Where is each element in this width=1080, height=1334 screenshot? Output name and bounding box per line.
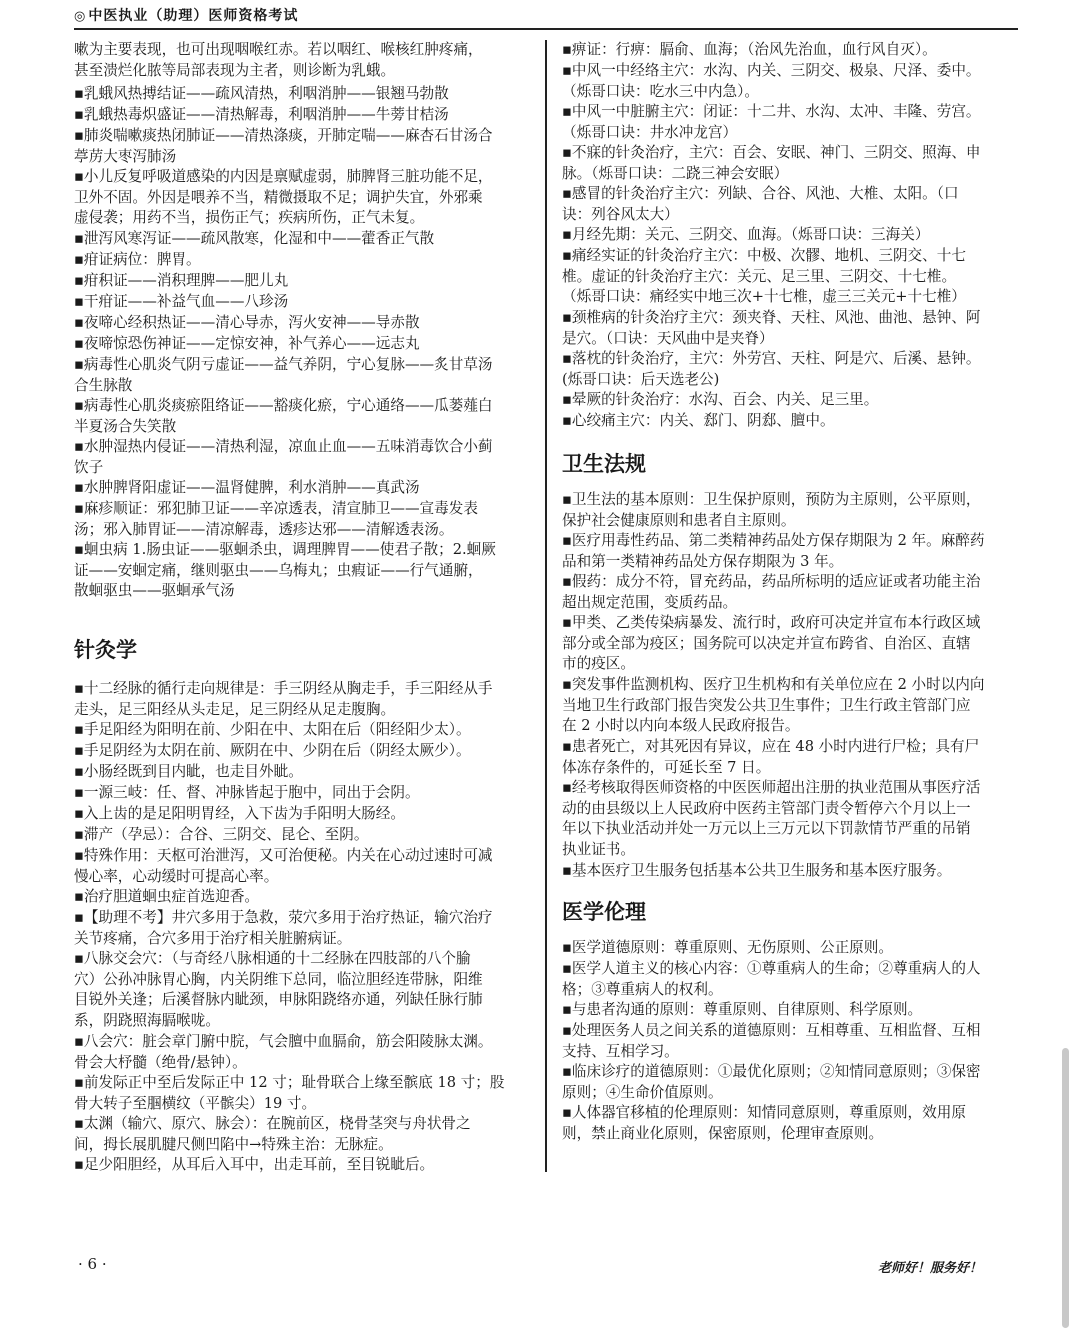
bullet-item (74, 846, 493, 887)
text-line: ▪八脉交会穴：（与奇经八脉相通的十二经脉在四肢部的八个腧 (74, 950, 471, 967)
text-line: ▪临床诊疗的道德原则：①最优化原则；②知情同意原则；③保密 (562, 1063, 981, 1080)
bullet-item (74, 762, 303, 783)
text-line: 脉。（烁哥口诀：二跷三神会安眠） (562, 164, 789, 182)
bullet-item (562, 40, 937, 61)
text-line: 动的由县级以上人民政府中医药主管部门责令暂停六个月以上一 (562, 799, 971, 817)
text-line: ▪突发事件监测机构、医疗卫生机构和有关单位应在 2 小时以内向 (562, 676, 985, 693)
text-line: ▪心绞痛主穴：内关、郄门、阴郄、膻中。 (562, 412, 835, 429)
bullet-item (74, 908, 493, 949)
text-line: ▪医学人道主义的核心内容：①尊重病人的生命；②尊重病人的人 (562, 960, 981, 977)
text-line: ▪夜啼心经积热证——清心导赤，泻火安神——导赤散 (74, 314, 420, 331)
text-line: 关节疼痛，合穴多用于治疗相关脏腑病证。 (74, 929, 352, 947)
vertical-scrollbar[interactable] (1062, 1048, 1069, 1328)
bullet-item (74, 1114, 471, 1155)
text-line: ▪晕厥的针灸治疗：水沟、百会、内关、足三里。 (562, 391, 879, 408)
text-line: ▪疳证病位：脾胃。 (74, 251, 201, 268)
text-line: ▪经考核取得医师资格的中医医师超出注册的执业范围从事医疗活 (562, 779, 981, 796)
text-line: ▪痹证：行痹：膈俞、血海；（治风先治血，血行风自灭）。 (562, 41, 937, 58)
bullet-item (562, 102, 981, 143)
bullet-item (74, 292, 288, 313)
bullet-item (74, 126, 493, 167)
text-line: 椎。虚证的针灸治疗主穴：关元、足三里、三阴交、十七椎。 (562, 267, 957, 285)
text-line: 卫外不固。外因是喂养不当，精微摄取不足；调护失宜，外邪乘 (74, 188, 483, 206)
text-line: 品和第一类精神药品处方保存期限为 3 年。 (562, 552, 844, 570)
text-line: ▪痛经实证的针灸治疗主穴：中极、次髎、地机、三阴交、十七 (562, 247, 966, 264)
bullet-item (74, 334, 420, 355)
bullet-item (562, 349, 981, 390)
text-line: 葶苈大枣泻肺汤 (74, 147, 177, 165)
text-line: 半夏汤合失笑散 (74, 417, 177, 435)
text-line: （烁哥口诀：痛经实中地三次+十七椎，虚三三关元+十七椎） (562, 288, 966, 306)
text-line: 市的疫区。 (562, 655, 635, 673)
text-line: ▪足少阳胆经，从耳后入耳中，出走耳前，至目锐眦后。 (74, 1156, 435, 1173)
text-line: ▪十二经脉的循行走向规律是：手三阴经从胸走手，手三阳经从手 (74, 680, 493, 697)
text-line: ▪特殊作用：天枢可治泄泻，又可治便秘。内关在心动过速时可减 (74, 847, 493, 864)
text-line: ▪【助理不考】井穴多用于急救，荥穴多用于治疗热证，输穴治疗 (74, 909, 493, 926)
text-line: ▪前发际正中至后发际正中 12 寸；耻骨联合上缘至髌底 18 寸；股 (74, 1074, 505, 1091)
text-line: 嗽为主要表现，也可出现咽喉红赤。若以咽红、喉核红肿疼痛， (74, 41, 483, 58)
bullet-item (74, 250, 201, 271)
bullet-item (74, 540, 496, 602)
text-line: 走头，足三阳经从头走足，足三阴经从足走腹胸。 (74, 700, 396, 718)
text-line: ▪夜啼惊恐伤神证——定惊安神，补气养心——远志丸 (74, 335, 420, 352)
text-line: 间，拇长展肌腱尺侧凹陷中→特殊主治：无脉症。 (74, 1135, 393, 1153)
bullet-item (74, 478, 420, 499)
bullet-item (74, 949, 483, 1031)
bullet-item (562, 938, 893, 959)
bullet-item (74, 720, 471, 741)
bullet-item (74, 437, 493, 478)
text-line: ▪八会穴：脏会章门腑中脘，气会膻中血膈俞，筋会阳陵脉太渊。 (74, 1033, 493, 1050)
text-line: 则，禁止商业化原则，保密原则，伦理审查原则。 (562, 1124, 884, 1142)
text-line: ▪肺炎喘嗽痰热闭肺证——清热涤痰，开肺定喘——麻杏石甘汤合 (74, 127, 493, 144)
text-line: ▪中风一中经络主穴：水沟、内关、三阴交、极泉、尺泽、委中。 (562, 62, 981, 79)
bullet-item (562, 1062, 981, 1103)
text-line: ▪感冒的针灸治疗主穴：列缺、合谷、风池、大椎、太阳。（口 (562, 185, 959, 202)
text-line: ▪太渊（输穴、原穴、脉会）：在腕前区，桡骨茎突与舟状骨之 (74, 1115, 471, 1132)
text-line: ▪乳蛾风热搏结证——疏风清热，利咽消肿——银翘马勃散 (74, 85, 449, 102)
text-line: 合生脉散 (74, 376, 133, 394)
bullet-item (74, 1155, 434, 1176)
text-line: ▪入上齿的是足阳明胃经，入下齿为手阳明大肠经。 (74, 805, 405, 822)
footer-slogan: 老师好！服务好！ (877, 1261, 982, 1276)
text-line: 格；③尊重病人的权利。 (562, 980, 723, 998)
bullet-item (74, 887, 259, 908)
bullet-item (562, 1103, 966, 1144)
bullet-item (562, 308, 981, 349)
section-heading: 卫生法规 (562, 452, 646, 476)
text-line: 部分或全部为疫区；国务院可以决定并宣布跨省、自治区、直辖 (562, 634, 971, 652)
text-line: ▪患者死亡，对其死因有异议，应在 48 小时内进行尸检；具有尸 (562, 738, 980, 755)
text-line: 证——安蛔定痛，继则驱虫——乌梅丸；虫瘕证——行气通腑， (74, 561, 483, 579)
bullet-item (562, 1021, 981, 1062)
text-line: 支持、互相学习。 (562, 1042, 679, 1060)
bullet-item (562, 778, 981, 860)
bullet-item (74, 783, 420, 804)
text-line: 虚侵袭；用药不当，损伤正气；疾病所伤，正气未复。 (74, 209, 425, 227)
text-line: ▪颈椎病的针灸治疗主穴：颈夹脊、天柱、风池、曲池、悬钟、阿 (562, 309, 981, 326)
text-line: ▪小肠经既到目内眦，也走目外眦。 (74, 763, 303, 780)
bullet-item (562, 411, 835, 432)
text-line: 目锐外关逢；后溪督脉内眦颈，申脉阳跷络亦通，列缺任脉行肺 (74, 991, 483, 1009)
section-heading: 医学伦理 (562, 900, 646, 924)
bullet-item (562, 959, 981, 1000)
bullet-item (562, 61, 981, 102)
text-line: 甚至溃烂化脓等局部表现为主者，则诊断为乳蛾。 (74, 61, 396, 79)
bullet-item (562, 613, 981, 675)
text-line: 系，阴跷照海膈喉咙。 (74, 1011, 220, 1029)
text-line: ▪治疗胆道蛔虫症首选迎香。 (74, 888, 260, 905)
text-line: ▪中风一中脏腑主穴：闭证：十二井、水沟、太冲、丰隆、劳宫。 (562, 103, 981, 120)
bullet-item (74, 313, 420, 334)
text-line: （烁哥口诀：吃水三中内急）。 (562, 82, 760, 100)
text-line: 慢心率，心动缓时可提高心率。 (74, 867, 279, 885)
text-line: ▪一源三岐：任、督、冲脉皆起于胞中，同出于会阴。 (74, 784, 420, 801)
text-line: ▪医疗用毒性药品、第二类精神药品处方保存期限为 2 年。麻醉药 (562, 532, 985, 549)
bullet-item (74, 40, 483, 81)
text-line: ▪与患者沟通的原则：尊重原则、自律原则、科学原则。 (562, 1001, 923, 1018)
text-line: ▪乳蛾热毒炽盛证——清热解毒，利咽消肿——牛蒡甘桔汤 (74, 106, 449, 123)
bullet-item (562, 531, 985, 572)
text-line: ▪基本医疗卫生服务包括基本公共卫生服务和基本医疗服务。 (562, 862, 952, 879)
bullet-item (562, 184, 959, 225)
text-line: 执业证书。 (562, 840, 635, 858)
text-line: 是穴。（口诀：天风曲中是夹脊） (562, 329, 774, 347)
text-line: ▪手足阴经为太阴在前、厥阴在中、少阴在后（阴经太厥少）。 (74, 742, 471, 759)
text-line: ▪小儿反复呼吸道感染的内因是禀赋虚弱，肺脾肾三脏功能不足， (74, 168, 493, 185)
text-line: 当地卫生行政部门报告突发公共卫生事件；卫生行政主管部门应 (562, 696, 971, 714)
text-line: ▪干疳证——补益气血——八珍汤 (74, 293, 289, 310)
bullet-item (74, 499, 478, 540)
bullet-item (562, 490, 981, 531)
text-line: ▪落枕的针灸治疗，主穴：外劳宫、天柱、阿是穴、后溪、悬钟。 (562, 350, 981, 367)
text-line: 诀：列谷风太大） (562, 205, 679, 223)
bullet-item (74, 825, 368, 846)
column-divider (545, 40, 547, 1172)
header-title: 中医执业（助理）医师资格考试 (88, 8, 299, 24)
text-line: 穴）公孙冲脉胃心胸，内关阴维下总同，临泣胆经连带脉，阳维 (74, 970, 483, 988)
text-line: 原则；④生命价值原则。 (562, 1083, 723, 1101)
text-line: ▪麻疹顺证：邪犯肺卫证——辛凉透表，清宣肺卫——宣毒发表 (74, 500, 478, 517)
text-line: ▪不寐的针灸治疗，主穴：百会、安眠、神门、三阴交、照海、申 (562, 144, 981, 161)
text-line: 汤；邪入肺胃证——清凉解毒，透疹达邪——清解透表汤。 (74, 520, 454, 538)
section-heading: 针灸学 (74, 638, 137, 662)
text-line: 年以下执业活动并处一万元以上三万元以下罚款情节严重的吊销 (562, 820, 971, 838)
text-line: ▪病毒性心肌炎痰瘀阻络证——豁痰化瘀，宁心通络——瓜蒌薤白 (74, 397, 493, 414)
bullet-item (562, 675, 985, 737)
bullet-item (74, 271, 288, 292)
text-line: 散蛔驱虫——驱蛔承气汤 (74, 582, 235, 600)
text-line: ▪假药：成分不符，冒充药品，药品所标明的适应证或者功能主治 (562, 573, 981, 590)
bullet-item (562, 143, 981, 184)
text-line: ▪月经先期：关元、三阴交、血海。（烁哥口诀：三海关） (562, 226, 930, 243)
text-line: ▪蛔虫病 1.肠虫证——驱蛔杀虫，调理脾胃——使君子散；2.蛔厥 (74, 541, 496, 558)
circle-logo-icon: ◎ (74, 9, 87, 24)
text-line: ▪水肿脾肾阳虚证——温肾健脾，利水消肿——真武汤 (74, 479, 420, 496)
text-line: 骨大转子至腘横纹（平髌尖）19 寸。 (74, 1094, 317, 1112)
text-line: ▪卫生法的基本原则：卫生保护原则，预防为主原则，公平原则， (562, 491, 981, 508)
bullet-item (562, 390, 878, 411)
bullet-item (562, 737, 979, 778)
text-line: ▪疳积证——消积理脾——肥儿丸 (74, 272, 289, 289)
text-line: 体冻存条件的，可延长至 7 日。 (562, 758, 771, 776)
bullet-item (74, 741, 471, 762)
bullet-item (562, 246, 966, 308)
text-line: 在 2 小时以内向本级人民政府报告。 (562, 717, 800, 735)
bullet-item (562, 572, 981, 613)
text-line: (烁哥口诀：后天选老公) (562, 370, 720, 388)
text-line: ▪处理医务人员之间关系的道德原则：互相尊重、互相监督、互相 (562, 1022, 981, 1039)
page-header (74, 6, 1018, 30)
text-line: 保护社会健康原则和患者自主原则。 (562, 511, 796, 529)
bullet-item (74, 105, 449, 126)
text-line: ▪泄泻风寒泻证——疏风散寒，化湿和中——藿香正气散 (74, 230, 435, 247)
text-line: ▪医学道德原则：尊重原则、无伤原则、公正原则。 (562, 939, 893, 956)
bullet-item (74, 679, 493, 720)
bullet-item (74, 84, 449, 105)
bullet-item (562, 1000, 922, 1021)
bullet-item (74, 229, 434, 250)
page-number: · 6 · (78, 1255, 107, 1273)
bullet-item (74, 1032, 493, 1073)
text-line: 饮子 (74, 458, 104, 476)
text-line: ▪水肿湿热内侵证——清热利湿，凉血止血——五味消毒饮合小蓟 (74, 438, 493, 455)
bullet-item (562, 861, 951, 882)
bullet-item (74, 355, 493, 396)
bullet-item (74, 804, 405, 825)
bullet-item (562, 225, 929, 246)
text-line: 骨会大杼髓（绝骨/悬钟）。 (74, 1053, 247, 1071)
text-line: ▪病毒性心肌炎气阴亏虚证——益气养阴，宁心复脉——炙甘草汤 (74, 356, 493, 373)
text-line: （烁哥口诀：井水冲龙宫） (562, 123, 738, 141)
text-line: ▪滞产（孕忌）：合谷、三阴交、昆仑、至阴。 (74, 826, 369, 843)
text-line: ▪人体器官移植的伦理原则：知情同意原则，尊重原则，效用原 (562, 1104, 966, 1121)
text-line: 超出规定范围，变质药品。 (562, 593, 738, 611)
bullet-item (74, 396, 493, 437)
text-line: ▪手足阳经为阳明在前、少阳在中、太阳在后（阳经阳少太）。 (74, 721, 471, 738)
bullet-item (74, 167, 493, 229)
text-line: ▪甲类、乙类传染病暴发、流行时，政府可决定并宣布本行政区域 (562, 614, 981, 631)
bullet-item (74, 1073, 504, 1114)
